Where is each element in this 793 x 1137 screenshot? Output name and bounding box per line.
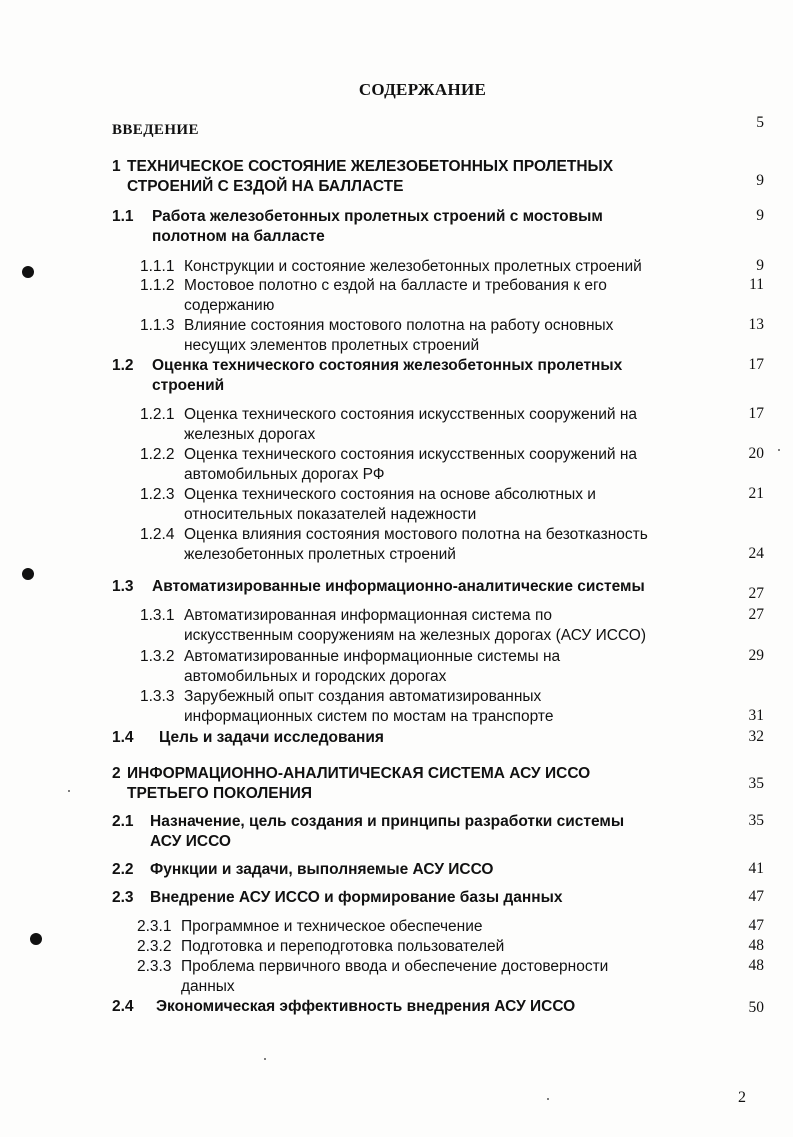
toc-entry-number: 1.3.2 [140, 648, 175, 665]
toc-entry-title-cont: информационных систем по мостам на транспорте [184, 708, 554, 725]
toc-entry-page: 47 [748, 917, 764, 934]
toc-entry-title-cont: автомобильных и городских дорогах [184, 668, 447, 685]
toc-entry-title: Проблема первичного ввода и обеспечение достоверности [181, 958, 609, 975]
page-title: СОДЕРЖАНИЕ [358, 80, 487, 99]
toc-entry-section-2-4[interactable] [0, 997, 793, 1017]
toc-entry-number: 2.3.1 [137, 918, 172, 935]
toc-entry-page: 41 [748, 860, 764, 877]
toc-entry-section-2-3[interactable] [0, 888, 793, 908]
toc-entry-title: Оценка влияния состояния мостового полотна на безотказность [184, 526, 648, 543]
toc-entry-page: 35 [748, 812, 764, 829]
toc-entry-number: 1.2 [112, 357, 134, 374]
toc-entry-subsection-1-1-1[interactable] [0, 257, 793, 277]
toc-entry-title: Автоматизированная информационная система по [184, 607, 552, 624]
toc-entry-title-cont: СТРОЕНИЙ С ЕЗДОЙ НА БАЛЛАСТЕ [127, 178, 404, 195]
toc-entry-title: Зарубежный опыт создания автоматизированных [184, 688, 542, 705]
toc-entry-title: Оценка технического состояния искусственных сооружений на [184, 406, 637, 423]
binder-hole-mark [22, 568, 34, 580]
toc-entry-title: Конструкции и состояние железобетонных пролетных строений [184, 258, 642, 275]
toc-entry-subsection-1-3-2[interactable] [0, 647, 793, 687]
scan-speck [264, 1058, 266, 1060]
toc-entry-title: Экономическая эффективность внедрения АСУ ИССО [156, 998, 576, 1015]
toc-entry-introduction[interactable] [0, 114, 793, 142]
toc-entry-section-1-1[interactable] [0, 207, 793, 249]
toc-entry-subsection-1-3-3[interactable] [0, 687, 793, 727]
toc-entry-number: 1.1.3 [140, 317, 175, 334]
toc-entry-title: Автоматизированные информационные системы на [184, 648, 561, 665]
toc-entry-page: 48 [748, 957, 764, 974]
toc-entry-title-cont: содержанию [184, 297, 275, 314]
toc-entry-title: ИНФОРМАЦИОННО-АНАЛИТИЧЕСКАЯ СИСТЕМА АСУ ИССО [127, 765, 591, 782]
toc-entry-page: 20 [748, 445, 764, 462]
toc-entry-page: 24 [748, 545, 764, 562]
toc-entry-number: 1.1 [112, 208, 134, 225]
toc-entry-number: 1.2.2 [140, 446, 175, 463]
toc-entry-title: Цель и задачи исследования [159, 729, 384, 746]
toc-entry-number: 2 [112, 765, 121, 782]
toc-entry-page: 13 [748, 316, 764, 333]
toc-entry-number: 1 [112, 158, 121, 175]
toc-entry-title-cont: АСУ ИССО [150, 833, 231, 850]
toc-entry-title: Влияние состояния мостового полотна на работу основных [184, 317, 614, 334]
scan-speck [547, 1098, 549, 1100]
toc-entry-page: 9 [756, 257, 764, 274]
toc-entry-section-1-2[interactable] [0, 356, 793, 398]
scan-speck [68, 790, 70, 792]
toc-entry-title: Оценка технического состояния железобетонных пролетных [152, 357, 623, 374]
toc-entry-page: 17 [748, 356, 764, 373]
toc-entry-number: 2.3.3 [137, 958, 172, 975]
toc-entry-number: 1.4 [112, 729, 134, 746]
toc-entry-subsection-1-2-4[interactable] [0, 525, 793, 565]
toc-entry-chapter-2[interactable] [0, 764, 793, 806]
toc-entry-page: 5 [756, 114, 764, 131]
toc-entry-number: 2.2 [112, 861, 134, 878]
toc-entry-title: Оценка технического состояния искусственных сооружений на [184, 446, 637, 463]
toc-entry-page: 31 [748, 707, 764, 724]
toc-entry-title: Программное и техническое обеспечение [181, 918, 483, 935]
toc-entry-number: 1.2.1 [140, 406, 175, 423]
toc-entry-title: Внедрение АСУ ИССО и формирование базы данных [150, 889, 563, 906]
page-number: 2 [738, 1089, 746, 1106]
toc-entry-title-cont: несущих элементов пролетных строений [184, 337, 480, 354]
toc-entry-number: 1.3.1 [140, 607, 175, 624]
toc-entry-subsection-1-3-1[interactable] [0, 606, 793, 646]
toc-entry-title: Оценка технического состояния на основе абсолютных и [184, 486, 596, 503]
toc-entry-subsection-2-3-1[interactable] [0, 917, 793, 937]
toc-entry-page: 27 [748, 585, 764, 602]
toc-entry-section-1-3[interactable] [0, 577, 793, 602]
toc-entry-title: Подготовка и переподготовка пользователей [181, 938, 505, 955]
toc-entry-page: 11 [749, 276, 764, 293]
toc-entry-subsection-1-2-3[interactable] [0, 485, 793, 525]
toc-entry-page: 35 [748, 775, 764, 792]
toc-entry-page: 32 [748, 728, 764, 745]
toc-entry-number: 2.4 [112, 998, 134, 1015]
toc-entry-number: 1.2.3 [140, 486, 175, 503]
toc-entry-subsection-2-3-3[interactable] [0, 957, 793, 997]
toc-entry-page: 27 [748, 606, 764, 623]
toc-entry-subsection-1-2-1[interactable] [0, 405, 793, 445]
toc-entry-title: Автоматизированные информационно-аналитические системы [152, 578, 645, 595]
toc-entry-number: 2.3.2 [137, 938, 172, 955]
toc-entry-subsection-1-2-2[interactable] [0, 445, 793, 485]
toc-entry-number: 1.1.2 [140, 277, 175, 294]
toc-entry-title: Функции и задачи, выполняемые АСУ ИССО [150, 861, 494, 878]
toc-entry-title-cont: ТРЕТЬЕГО ПОКОЛЕНИЯ [127, 785, 313, 802]
toc-entry-page: 9 [756, 207, 764, 224]
toc-entry-page: 47 [748, 888, 764, 905]
toc-entry-number: 1.2.4 [140, 526, 175, 543]
toc-entry-number: 1.1.1 [140, 258, 175, 275]
toc-entry-title: Мостовое полотно с ездой на балласте и требования к его [184, 277, 607, 294]
toc-entry-section-2-1[interactable] [0, 812, 793, 854]
toc-entry-title-cont: искусственным сооружениям на железных дорогах (АСУ ИССО) [184, 627, 646, 644]
toc-entry-subsection-2-3-2[interactable] [0, 937, 793, 957]
toc-entry-title-cont: данных [181, 978, 235, 995]
scan-speck [778, 449, 780, 451]
toc-entry-number: 2.3 [112, 889, 134, 906]
toc-entry-number: 1.3 [112, 578, 134, 595]
toc-entry-title-cont: железобетонных пролетных строений [184, 546, 456, 563]
toc-entry-title-cont: полотном на балласте [152, 228, 325, 245]
toc-entry-chapter-1[interactable] [0, 157, 793, 199]
toc-entry-page: 50 [748, 999, 764, 1016]
toc-entry-number: 2.1 [112, 813, 134, 830]
binder-hole-mark [22, 266, 34, 278]
toc-entry-subsection-1-1-2[interactable] [0, 276, 793, 316]
toc-entry-section-2-2[interactable] [0, 860, 793, 880]
toc-entry-number: 1.3.3 [140, 688, 175, 705]
binder-hole-mark [30, 933, 42, 945]
toc-entry-title: ТЕХНИЧЕСКОЕ СОСТОЯНИЕ ЖЕЛЕЗОБЕТОННЫХ ПРОЛЕТНЫХ [127, 158, 614, 175]
toc-entry-page: 9 [756, 172, 764, 189]
toc-entry-title-cont: строений [152, 377, 225, 394]
toc-entry-title-cont: относительных показателей надежности [184, 506, 477, 523]
toc-entry-page: 21 [748, 485, 764, 502]
toc-entry-page: 29 [748, 647, 764, 664]
toc-entry-title: Работа железобетонных пролетных строений с мостовым [152, 208, 603, 225]
toc-entry-title: ВВЕДЕНИЕ [112, 122, 199, 138]
toc-entry-title-cont: автомобильных дорогах РФ [184, 466, 385, 483]
toc-entry-page: 17 [748, 405, 764, 422]
toc-entry-title-cont: железных дорогах [184, 426, 316, 443]
toc-entry-section-1-4[interactable] [0, 728, 793, 748]
toc-entry-title: Назначение, цель создания и принципы разработки системы [150, 813, 625, 830]
toc-entry-page: 48 [748, 937, 764, 954]
toc-entry-subsection-1-1-3[interactable] [0, 316, 793, 356]
